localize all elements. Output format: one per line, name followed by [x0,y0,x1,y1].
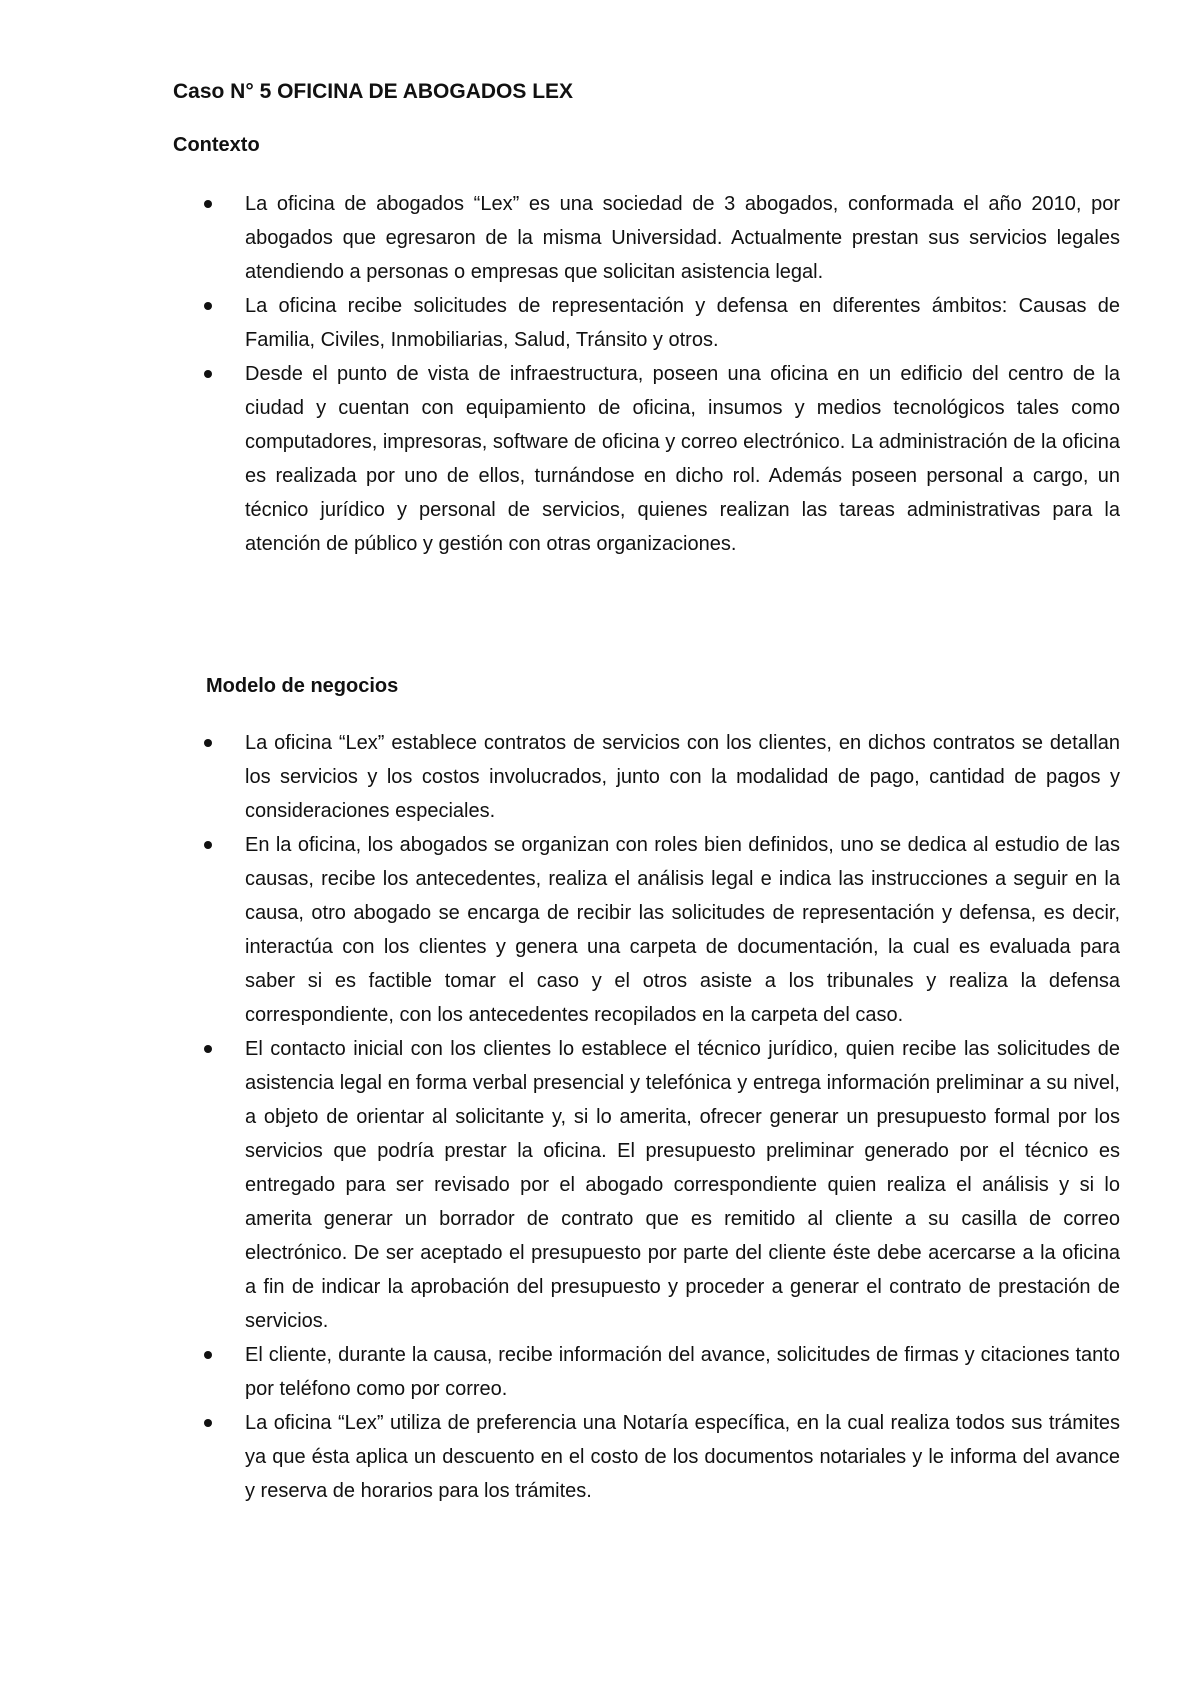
list-item [0,187,1120,289]
list-item [0,289,1120,357]
list-item [0,1406,1120,1508]
list-item-text: La oficina recibe solicitudes de representación y defensa en diferentes ámbitos: Causas de Familia, Civiles, Inmobiliarias, Salud, Tránsito y otros. [245,295,1120,351]
bullet-icon [204,1351,212,1359]
document-title: Caso N° 5 OFICINA DE ABOGADOS LEX [173,80,574,103]
bullet-icon [204,370,212,378]
list-item-text: La oficina “Lex” utiliza de preferencia una Notaría específica, en la cual realiza todos sus trámites ya que ésta aplica un descuento en el costo de los documentos notariales y le informa del avance y reserva de horarios para los trámites. [245,1412,1120,1502]
bullet-icon [204,739,212,747]
bullet-icon [204,302,212,310]
list-item [0,828,1120,1032]
section-heading-contexto: Contexto [173,134,260,156]
list-item-text: La oficina “Lex” establece contratos de servicios con los clientes, en dichos contratos se detallan los servicios y los costos involucrados, junto con la modalidad de pago, cantidad de pagos y consideraciones especiales. [245,732,1120,822]
list-item [0,1338,1120,1406]
list-item-text: El contacto inicial con los clientes lo establece el técnico jurídico, quien recibe las solicitudes de asistencia legal en forma verbal presencial y telefónica y entrega información preliminar a su nivel, a objeto de orientar al solicitante y, si lo amerita, ofrecer generar un presupuesto formal por los servicios que podría prestar la oficina. El presupuesto preliminar generado por el técnico es entregado para ser revisado por el abogado correspondiente quien realiza el análisis y si lo amerita generar un borrador de contrato que es remitido al cliente a su casilla de correo electrónico. De ser aceptado el presupuesto por parte del cliente éste debe acercarse a la oficina a fin de indicar la aprobación del presupuesto y proceder a generar el contrato de prestación de servicios. [245,1038,1120,1332]
list-item-text: La oficina de abogados “Lex” es una sociedad de 3 abogados, conformada el año 2010, por abogados que egresaron de la misma Universidad. Actualmente prestan sus servicios legales atendiendo a personas o empresas que solicitan asistencia legal. [245,193,1120,283]
bullet-icon [204,200,212,208]
list-item [0,1032,1120,1338]
bullet-icon [204,841,212,849]
list-item [0,357,1120,561]
list-item-text: Desde el punto de vista de infraestructura, poseen una oficina en un edificio del centro de la ciudad y cuentan con equipamiento de oficina, insumos y medios tecnológicos tales como computadores, impresoras, software de oficina y correo electrónico. La administración de la oficina es realizada por uno de ellos, turnándose en dicho rol. Además poseen personal a cargo, un técnico jurídico y personal de servicios, quienes realizan las tareas administrativas para la atención de público y gestión con otras organizaciones. [245,363,1120,555]
list-item-text: En la oficina, los abogados se organizan con roles bien definidos, uno se dedica al estudio de las causas, recibe los antecedentes, realiza el análisis legal e indica las instrucciones a seguir en la causa, otro abogado se encarga de recibir las solicitudes de representación y defensa, es decir, interactúa con los clientes y genera una carpeta de documentación, la cual es evaluada para saber si es factible tomar el caso y el otros asiste a los tribunales y realiza la defensa correspondiente, con los antecedentes recopilados en la carpeta del caso. [245,834,1120,1026]
section-heading-modelo-de-negocios: Modelo de negocios [206,675,399,697]
list-item-text: El cliente, durante la causa, recibe información del avance, solicitudes de firmas y citaciones tanto por teléfono como por correo. [245,1344,1120,1400]
modelo-list [0,726,1200,1508]
bullet-icon [204,1045,212,1053]
list-item [0,726,1120,828]
contexto-list [0,187,1200,561]
bullet-icon [204,1419,212,1427]
